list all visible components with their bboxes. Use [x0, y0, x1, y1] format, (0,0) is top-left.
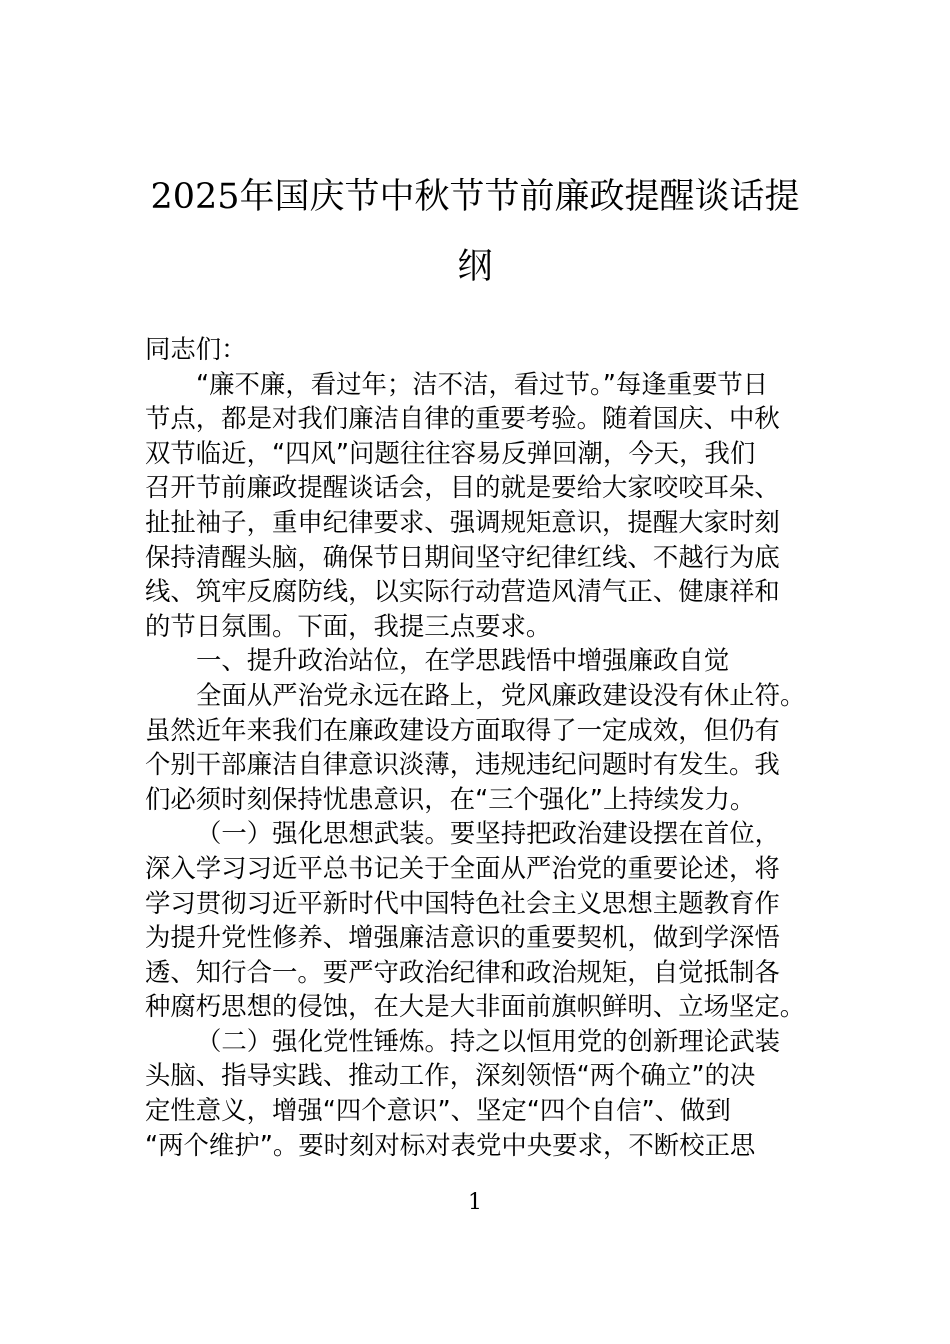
document-title-line-1: 2025年国庆节中秋节节前廉政提醒谈话提	[150, 177, 800, 217]
document-title-line-2: 纲	[457, 247, 493, 287]
document-body	[145, 332, 810, 1162]
subsection-line: （二）强化党性锤炼。持之以恒用党的创新理论武装	[196, 1025, 780, 1056]
paragraph-line: “两个维护”。要时刻对标对表党中央要求，不断校正思	[145, 1129, 756, 1160]
paragraph-line: 深入学习习近平总书记关于全面从严治党的重要论述，将	[145, 852, 780, 883]
paragraph-line: 个别干部廉洁自律意识淡薄，违规违纪问题时有发生。我	[145, 749, 780, 780]
paragraph-line: 节点，都是对我们廉洁自律的重要考验。随着国庆、中秋	[145, 403, 780, 434]
paragraph-line: 扯扯袖子，重申纪律要求、强调规矩意识，提醒大家时刻	[145, 506, 780, 537]
paragraph-line: 头脑、指导实践、推动工作，深刻领悟“两个确立”的决	[145, 1060, 756, 1091]
subsection-line: （一）强化思想武装。要坚持把政治建设摆在首位，	[196, 818, 780, 849]
paragraph-line: 虽然近年来我们在廉政建设方面取得了一定成效，但仍有	[145, 714, 780, 745]
page-number: 1	[468, 1190, 482, 1215]
paragraph-line: 透、知行合一。要严守政治纪律和政治规矩，自觉抵制各	[145, 956, 780, 987]
paragraph-line: 为提升党性修养、增强廉洁意识的重要契机，做到学深悟	[145, 922, 780, 953]
paragraph-line: 种腐朽思想的侵蚀，在大是大非面前旗帜鲜明、立场坚定。	[145, 991, 806, 1022]
salutation: 同志们：	[145, 334, 247, 364]
paragraph-line: 双节临近，“四风”问题往往容易反弹回潮，今天，我们	[145, 437, 756, 468]
section-heading: 一、提升政治站位，在学思践悟中增强廉政自觉	[196, 645, 730, 676]
paragraph-line: 的节日氛围。下面，我提三点要求。	[145, 610, 552, 641]
paragraph-line: 召开节前廉政提醒谈话会，目的就是要给大家咬咬耳朵、	[145, 472, 780, 503]
paragraph-line: “廉不廉，看过年；洁不洁，看过节。”每逢重要节日	[196, 368, 769, 399]
paragraph-line: 全面从严治党永远在路上，党风廉政建设没有休止符。	[196, 679, 806, 710]
paragraph-line: 学习贯彻习近平新时代中国特色社会主义思想主题教育作	[145, 887, 780, 918]
paragraph-line: 定性意义，增强“四个意识”、坚定“四个自信”、做到	[145, 1095, 731, 1126]
paragraph-line: 线、筑牢反腐防线，以实际行动营造风清气正、健康祥和	[145, 576, 780, 607]
paragraph-line: 保持清醒头脑，确保节日期间坚守纪律红线、不越行为底	[145, 541, 780, 572]
paragraph-line: 们必须时刻保持忧患意识，在“三个强化”上持续发力。	[145, 783, 756, 814]
